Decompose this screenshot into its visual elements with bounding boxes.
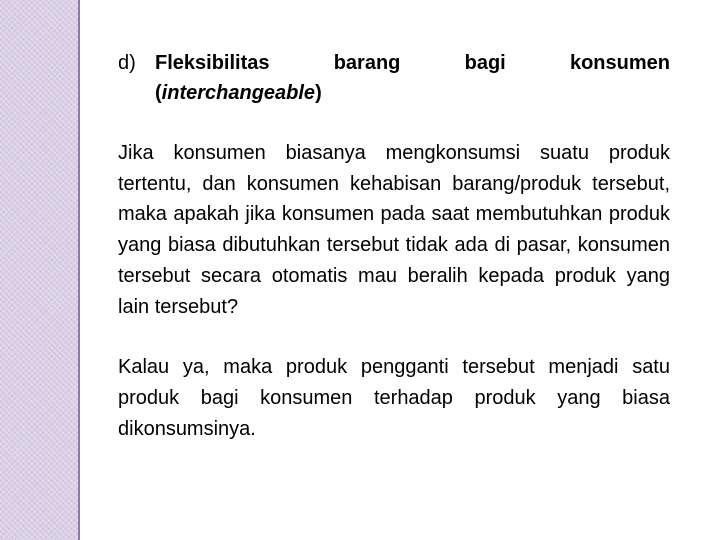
heading-word: bagi <box>464 52 506 74</box>
body-paragraph-2: Kalau ya, maka produk pengganti tersebut menjadi satu produk bagi konsumen terhadap produk yang biasa dikonsumsinya. <box>118 356 670 440</box>
body-paragraph-1: Jika konsumen biasanya mengkonsumsi suatu produk tertentu, dan konsumen kehabisan barang/produk tersebut, maka apakah jika konsumen pada saat membutuhkan produk yang biasa dibutuhkan tersebut tidak ada di pasar, konsumen tersebut secara otomatis mau beralih kepada produk yang lain tersebut? <box>118 142 670 318</box>
heading-word: barang <box>333 52 401 74</box>
paren-open: ( <box>155 82 162 104</box>
slide-content <box>118 48 670 444</box>
section-heading <box>118 48 670 108</box>
heading-text <box>155 48 670 108</box>
heading-word: Fleksibilitas <box>155 52 270 74</box>
heading-marker: d) <box>118 52 136 74</box>
heading-italic-term: interchangeable <box>161 82 316 104</box>
sidebar-decoration <box>0 0 78 540</box>
sidebar-edge-line <box>78 0 80 540</box>
heading-word: konsumen <box>569 52 670 74</box>
heading-line-1 <box>155 48 670 78</box>
paren-close: ) <box>315 82 322 104</box>
heading-line-2 <box>155 78 670 108</box>
